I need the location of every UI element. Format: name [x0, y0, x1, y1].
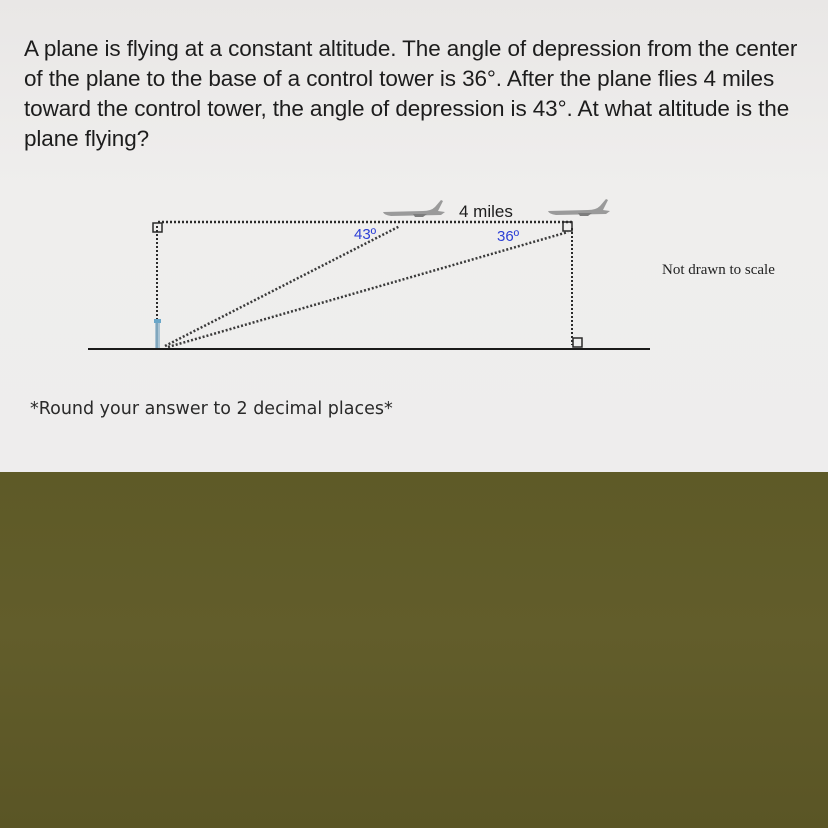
sight-line-36	[168, 232, 568, 347]
right-angle-marker-icon	[563, 222, 572, 231]
desk-surface	[0, 472, 828, 828]
distance-label: 4 miles	[459, 202, 513, 221]
right-angle-marker-icon	[573, 338, 582, 347]
scale-note: Not drawn to scale	[662, 262, 775, 278]
round-note: *Round your answer to 2 decimal places*	[30, 399, 393, 419]
airplane-icon	[383, 200, 445, 217]
sight-line-43	[165, 226, 400, 346]
airplane-icon	[548, 199, 610, 216]
angle-near-label: 43º	[354, 226, 377, 243]
question-text: A plane is flying at a constant altitude. The angle of depression from the center of the plane to the base of a control tower is 36°. After the plane flies 4 miles toward the control tower, the angle of depression is 43°. At what altitude is the plane flying?	[24, 36, 798, 151]
control-tower-icon	[154, 319, 161, 348]
angle-far-label: 36º	[497, 228, 520, 245]
